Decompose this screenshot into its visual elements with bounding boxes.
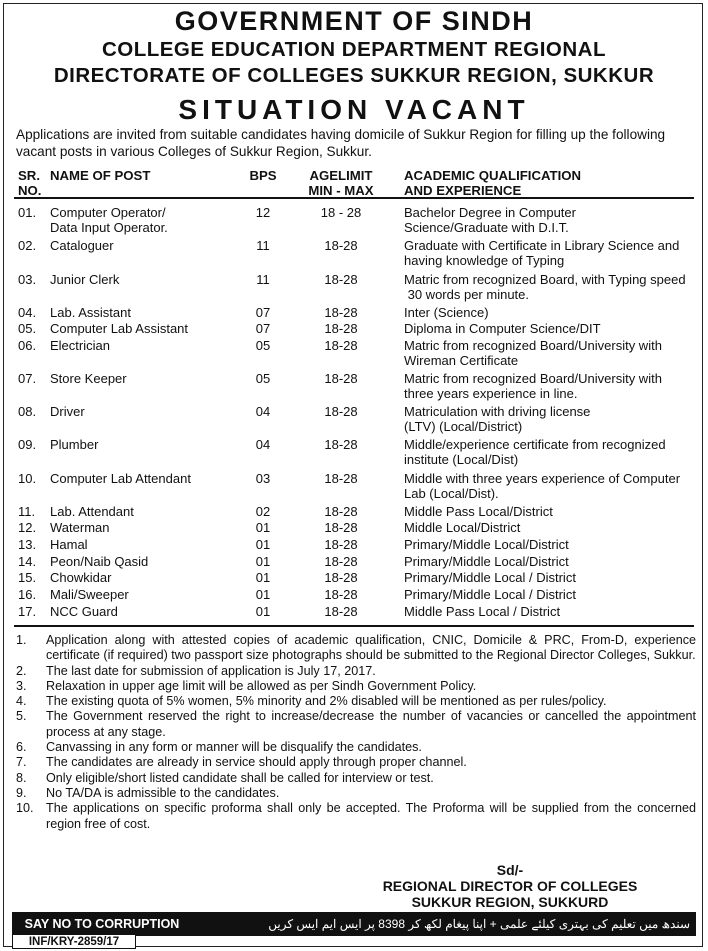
signature-sd: Sd/- (496, 862, 524, 878)
row-post-name: Chowkidar (50, 570, 112, 585)
header-age-limit: AGELIMIT MIN - MAX (308, 168, 374, 198)
row-post-name: NCC Guard (50, 604, 118, 619)
row-age-limit: 18-28 (324, 238, 358, 253)
note-text: Relaxation in upper age limit will be allowed as per Sindh Government Policy. (46, 678, 477, 693)
header-name-of-post: NAME OF POST (50, 168, 151, 183)
table-bottom-divider (14, 625, 694, 627)
row-bps: 01 (255, 587, 271, 602)
row-post-name: Store Keeper (50, 371, 127, 386)
row-post-name: Computer Lab Attendant (50, 471, 191, 486)
row-post-name: Mali/Sweeper (50, 587, 129, 602)
row-serial: 10. (18, 471, 37, 486)
note-item (16, 740, 696, 755)
row-qualification: Primary/Middle Local/District (404, 554, 569, 569)
row-serial: 03. (18, 272, 37, 287)
row-serial: 16. (18, 587, 37, 602)
row-serial: 08. (18, 404, 37, 419)
table-header-divider (14, 197, 694, 199)
note-item (16, 664, 696, 679)
row-post-name: Plumber (50, 437, 99, 452)
row-bps: 12 (255, 205, 271, 220)
row-qualification: Matric from recognized Board/University with three years experience in line. (404, 371, 662, 401)
note-text: The applications on specific proforma shall only be accepted. The Proforma will be supplied from the concerned region free of cost. (46, 801, 696, 831)
note-item (16, 771, 696, 786)
note-text: The Government reserved the right to increase/decrease the number of vacancies or cancelled the appointment process at any stage. (46, 709, 696, 739)
note-text: Only eligible/short listed candidate shall be called for interview or test. (46, 770, 434, 785)
row-bps: 05 (255, 371, 271, 386)
row-age-limit: 18-28 (324, 321, 358, 336)
row-qualification: Middle Pass Local / District (404, 604, 561, 619)
row-age-limit: 18-28 (324, 371, 358, 386)
signature-line-1: REGIONAL DIRECTOR OF COLLEGES (382, 878, 638, 894)
row-age-limit: 18-28 (324, 520, 358, 535)
row-age-limit: 18-28 (324, 471, 358, 486)
note-item (16, 679, 696, 694)
row-bps: 02 (255, 504, 271, 519)
row-qualification: Middle Local/District (404, 520, 521, 535)
anti-corruption-slogan: SAY NO TO CORRUPTION (24, 917, 180, 931)
note-number: 7. (16, 755, 27, 770)
row-post-name: Junior Clerk (50, 272, 120, 287)
reference-number: INF/KRY-2859/17 (12, 934, 136, 949)
note-text: Application along with attested copies of academic qualification, CNIC, Domicile & PRC, From-D, experience certificate (if required) two passport size photographs should be submitted to the Regional Director Colleges, Sukkur. (46, 633, 696, 663)
note-item (16, 755, 696, 770)
header-bps: BPS (249, 168, 277, 183)
row-bps: 03 (255, 471, 271, 486)
row-serial: 05. (18, 321, 37, 336)
row-serial: 01. (18, 205, 37, 220)
note-text: The candidates are already in service should apply through proper channel. (46, 755, 467, 770)
note-item (16, 709, 696, 740)
row-qualification: Matric from recognized Board, with Typing speed 30 words per minute. (404, 272, 686, 302)
note-text: Canvassing in any form or manner will be disqualify the candidates. (46, 740, 422, 755)
row-serial: 13. (18, 537, 37, 552)
row-age-limit: 18-28 (324, 604, 358, 619)
row-age-limit: 18-28 (324, 537, 358, 552)
note-item (16, 786, 696, 801)
row-qualification: Graduate with Certificate in Library Science and having knowledge of Typing (404, 238, 680, 268)
row-post-name: Electrician (50, 338, 110, 353)
row-age-limit: 18-28 (324, 437, 358, 452)
row-bps: 07 (255, 321, 271, 336)
urdu-message: سندھ میں تعلیم کی بہتری کیلئے علمی + اپنا پیغام لکھ کر 8398 پر ایس ایم ایس کریں (268, 917, 690, 931)
note-number: 3. (16, 678, 27, 693)
note-item (16, 633, 696, 664)
note-item (16, 694, 696, 709)
note-number: 4. (16, 694, 27, 709)
page-title: SITUATION VACANT (178, 94, 530, 125)
header-line-3: DIRECTORATE OF COLLEGES SUKKUR REGION, SUKKUR (53, 64, 655, 87)
row-serial: 04. (18, 305, 37, 320)
row-age-limit: 18-28 (324, 570, 358, 585)
row-serial: 14. (18, 554, 37, 569)
note-number: 6. (16, 740, 27, 755)
note-number: 1. (16, 633, 27, 647)
row-post-name: Computer Operator/ Data Input Operator. (50, 205, 168, 235)
note-item (16, 801, 696, 832)
row-qualification: Primary/Middle Local/District (404, 537, 569, 552)
row-serial: 09. (18, 437, 37, 452)
row-post-name: Waterman (50, 520, 110, 535)
row-age-limit: 18-28 (324, 338, 358, 353)
row-bps: 01 (255, 604, 271, 619)
row-serial: 07. (18, 371, 37, 386)
row-serial: 11. (18, 504, 36, 519)
row-age-limit: 18-28 (324, 504, 358, 519)
note-number: 9. (16, 785, 27, 800)
row-age-limit: 18-28 (324, 554, 358, 569)
row-qualification: Primary/Middle Local / District (404, 570, 576, 585)
row-qualification: Matric from recognized Board/University with Wireman Certificate (404, 338, 662, 368)
row-post-name: Driver (50, 404, 85, 419)
row-bps: 01 (255, 520, 271, 535)
row-qualification: Diploma in Computer Science/DIT (404, 321, 601, 336)
row-bps: 04 (255, 437, 271, 452)
row-qualification: Middle with three years experience of Computer Lab (Local/Dist). (404, 471, 681, 501)
row-bps: 07 (255, 305, 271, 320)
note-number: 2. (16, 663, 27, 678)
row-post-name: Peon/Naib Qasid (50, 554, 149, 569)
note-text: The existing quota of 5% women, 5% minority and 2% disabled will be mentioned as per rules/policy. (46, 694, 607, 709)
note-number: 5. (16, 709, 27, 724)
row-age-limit: 18-28 (324, 272, 358, 287)
row-age-limit: 18-28 (324, 305, 358, 320)
row-bps: 11 (256, 238, 270, 253)
row-post-name: Lab. Attendant (50, 504, 134, 519)
signature-line-2: SUKKUR REGION, SUKKURD (411, 894, 609, 910)
header-qualification: ACADEMIC QUALIFICATION AND EXPERIENCE (404, 168, 582, 198)
row-age-limit: 18-28 (324, 587, 358, 602)
row-serial: 12. (18, 520, 37, 535)
notes-list (16, 633, 696, 832)
row-qualification: Middle Pass Local/District (404, 504, 553, 519)
row-post-name: Lab. Assistant (50, 305, 131, 320)
row-age-limit: 18 - 28 (320, 205, 362, 220)
row-qualification: Inter (Science) (404, 305, 489, 320)
header-line-1: GOVERNMENT OF SINDH (174, 6, 534, 36)
row-qualification: Bachelor Degree in Computer Science/Graduate with D.I.T. (404, 205, 576, 235)
row-bps: 01 (255, 537, 271, 552)
row-qualification: Matriculation with driving license (LTV) (Local/District) (404, 404, 591, 434)
row-serial: 15. (18, 570, 37, 585)
header-sr: SR. NO. (18, 168, 42, 198)
row-bps: 05 (255, 338, 271, 353)
row-qualification: Middle/experience certificate from recognized institute (Local/Dist) (404, 437, 666, 467)
row-bps: 04 (255, 404, 271, 419)
header-line-2: COLLEGE EDUCATION DEPARTMENT REGIONAL (101, 38, 607, 61)
note-number: 8. (16, 770, 27, 785)
row-bps: 11 (256, 272, 270, 287)
note-text: No TA/DA is admissible to the candidates. (46, 785, 280, 800)
row-bps: 01 (255, 570, 271, 585)
row-qualification: Primary/Middle Local / District (404, 587, 576, 602)
row-bps: 01 (255, 554, 271, 569)
row-post-name: Hamal (50, 537, 88, 552)
row-serial: 06. (18, 338, 37, 353)
note-text: The last date for submission of application is July 17, 2017. (46, 663, 376, 678)
row-post-name: Computer Lab Assistant (50, 321, 189, 336)
note-number: 10. (16, 801, 34, 816)
intro-paragraph: Applications are invited from suitable candidates having domicile of Sukkur Region for filling up the following vacant posts in various Colleges of Sukkur Region, Sukkur. (16, 127, 666, 159)
row-serial: 17. (18, 604, 37, 619)
row-age-limit: 18-28 (324, 404, 358, 419)
row-post-name: Cataloguer (50, 238, 114, 253)
row-serial: 02. (18, 238, 37, 253)
